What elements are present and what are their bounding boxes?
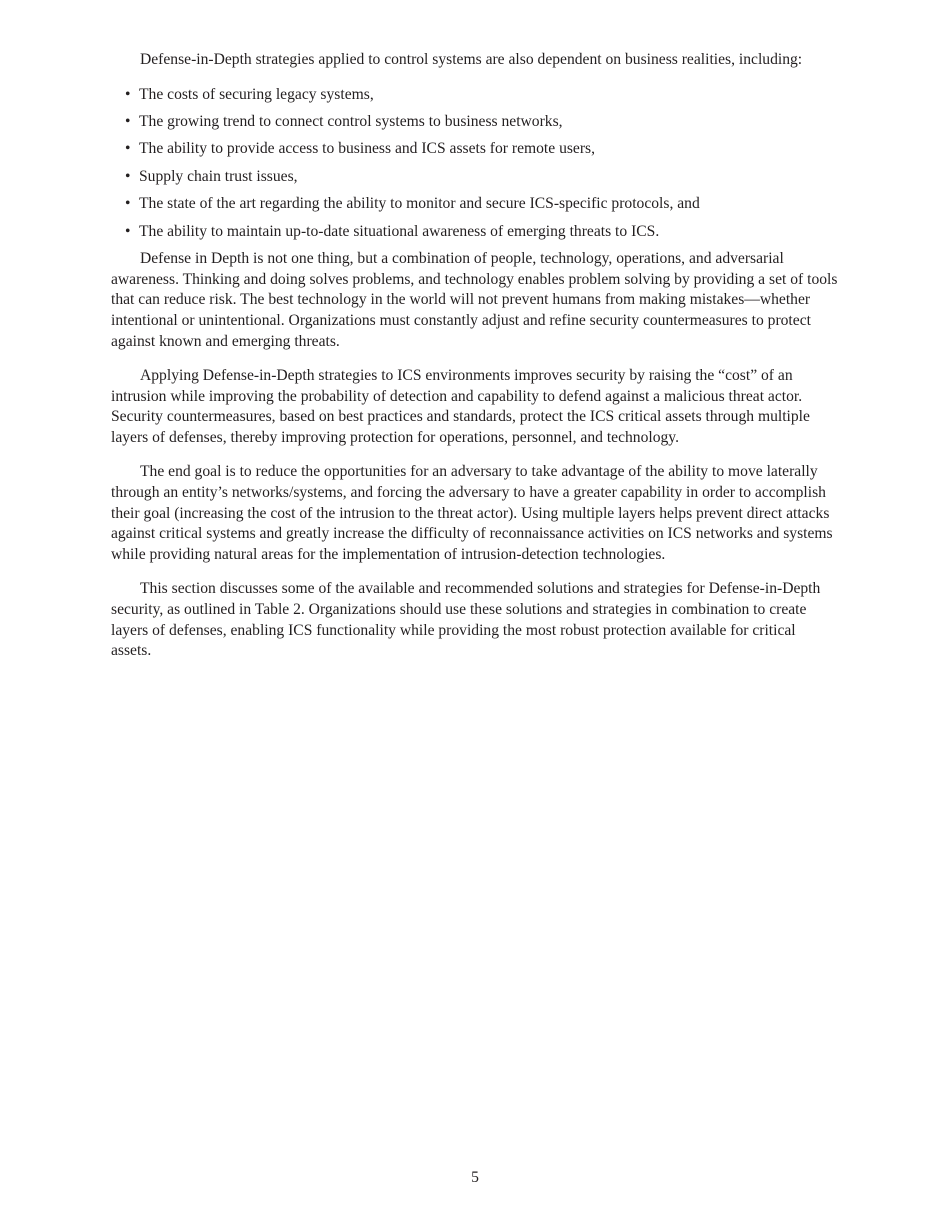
- bullet-icon: •: [125, 222, 131, 240]
- list-item: [111, 222, 839, 243]
- list-item-text: The costs of securing legacy systems,: [139, 85, 374, 103]
- body-paragraph-applying-strategies: Applying Defense-in-Depth strategies to ICS environments improves security by raising the “cost” of an intrusion while improving the probability of detection and capability to defend against a malicious threat actor. Security countermeasures, based on best practices and standards, protect the ICS critical assets through multiple layers of defenses, thereby improving protection for operations, personnel, and technology.: [111, 367, 810, 446]
- list-item: [111, 194, 839, 215]
- bullet-icon: •: [125, 167, 131, 185]
- body-paragraph-section-overview: This section discusses some of the available and recommended solutions and strategies for Defense-in-Depth security, as outlined in Table 2. Organizations should use these solutions and strategies in combination to create layers of defenses, enabling ICS functionality while providing the most robust protection available for critical assets.: [111, 580, 821, 660]
- business-realities-list: [111, 85, 839, 243]
- list-item-text: The state of the art regarding the ability to monitor and secure ICS-specific protocols, and: [139, 195, 700, 213]
- list-item: [111, 85, 839, 106]
- list-item: [111, 167, 839, 188]
- body-paragraph-defense-in-depth: Defense in Depth is not one thing, but a combination of people, technology, operations, and adversarial awareness. Thinking and doing solves problems, and technology enables problem solving by providing a set of tools that can reduce risk. The best technology in the world will not prevent humans from making mistakes—whether intentional or unintentional. Organizations must constantly adjust and refine security countermeasures to protect against known and emerging threats.: [111, 250, 838, 350]
- list-item-text: Supply chain trust issues,: [139, 167, 298, 185]
- bullet-icon: •: [125, 112, 131, 130]
- list-item: [111, 139, 839, 160]
- intro-paragraph: Defense-in-Depth strategies applied to control systems are also dependent on business realities, including:: [140, 51, 803, 68]
- list-item-text: The ability to maintain up-to-date situational awareness of emerging threats to ICS.: [139, 222, 660, 240]
- list-item-text: The growing trend to connect control systems to business networks,: [139, 112, 563, 130]
- bullet-icon: •: [125, 140, 131, 158]
- list-item: [111, 112, 839, 133]
- bullet-icon: •: [125, 85, 131, 103]
- page-number: 5: [471, 1169, 479, 1186]
- list-item-text: The ability to provide access to business and ICS assets for remote users,: [139, 140, 596, 158]
- page-body: [111, 50, 839, 676]
- body-paragraph-end-goal: The end goal is to reduce the opportunities for an adversary to take advantage of the ability to move laterally through an entity’s networks/systems, and forcing the adversary to have a greater capability in order to accomplish their goal (increasing the cost of the intrusion to the threat actor). Using multiple layers helps prevent direct attacks against critical systems and greatly increase the difficulty of reconnaissance activities on ICS networks and systems while providing natural areas for the implementation of intrusion-detection technologies.: [111, 463, 833, 563]
- bullet-icon: •: [125, 195, 131, 213]
